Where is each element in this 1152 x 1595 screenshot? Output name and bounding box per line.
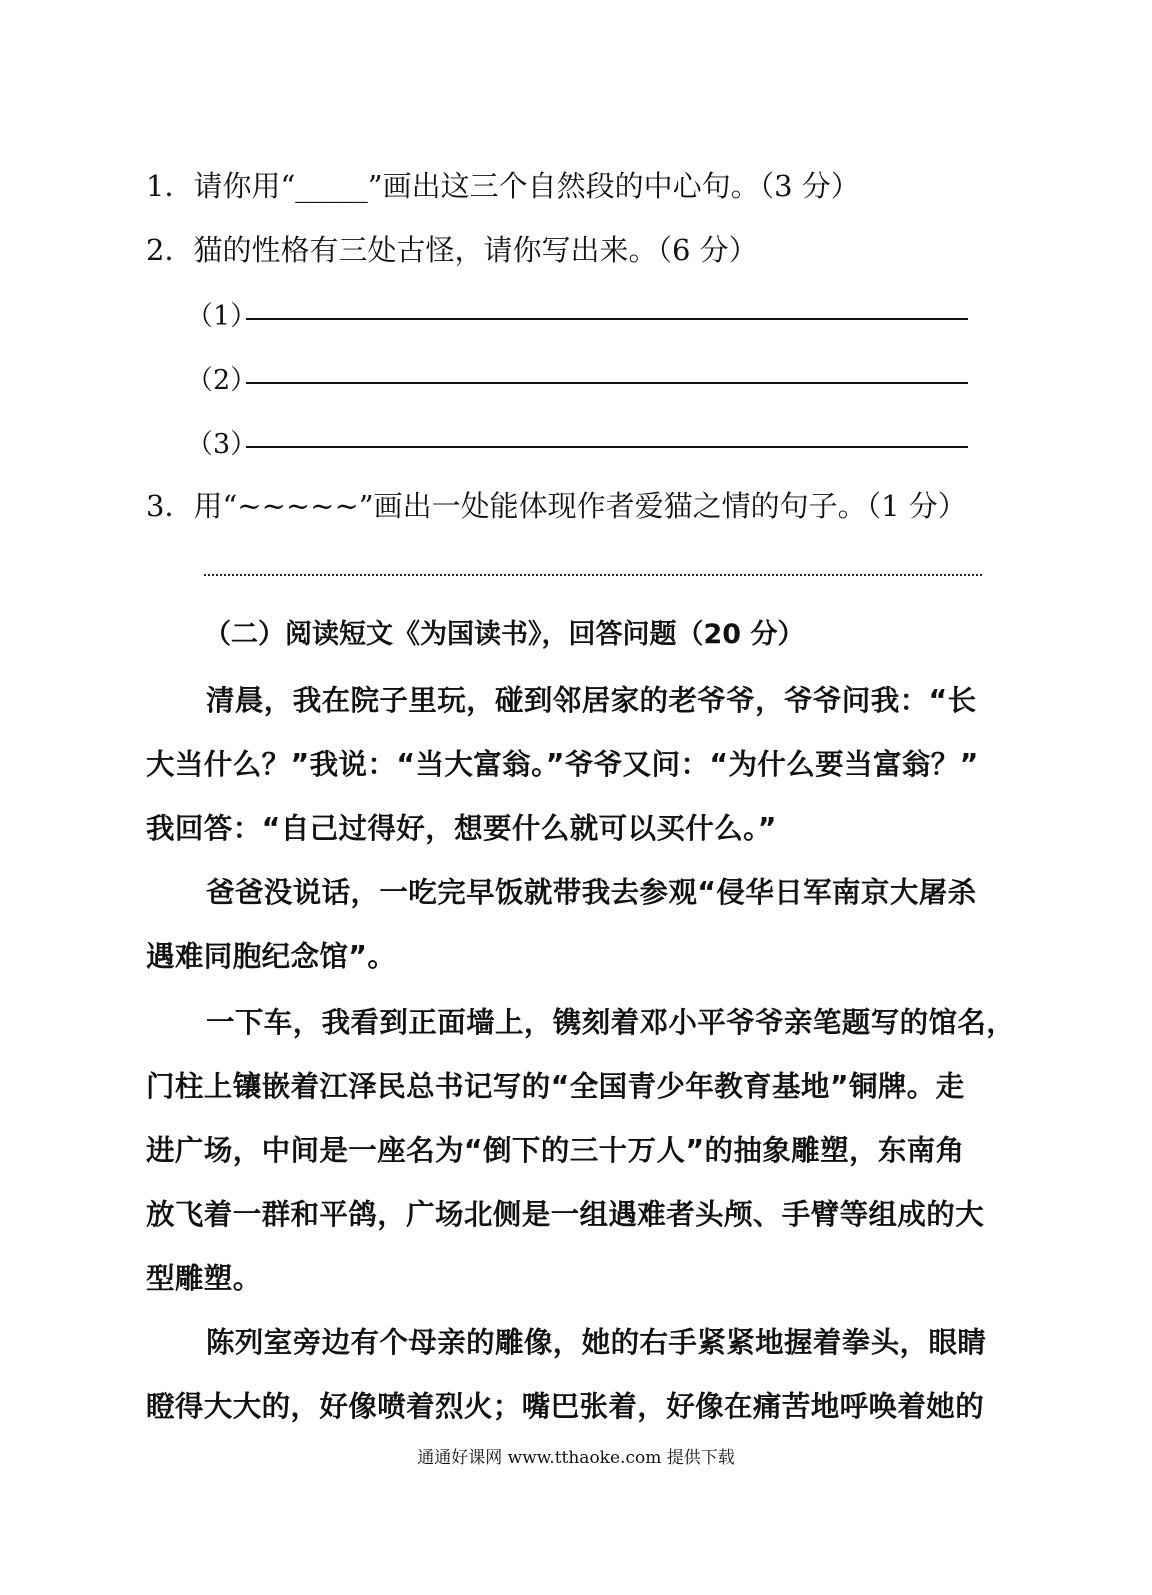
passage-line: 遇难同胞纪念馆”。 (146, 940, 397, 973)
passage-line: 我回答：“自己过得好，想要什么就可以买什么。” (146, 812, 777, 845)
passage-line: 放飞着一群和平鸽，广场北侧是一组遇难者头颅、手臂等组成的大 (146, 1198, 985, 1231)
passage-line: 瞪得大大的，好像喷着烈火；嘴巴张着，好像在痛苦地呼唤着她的 (146, 1390, 985, 1423)
answer-label-2: （2） (186, 365, 258, 396)
question-1: 1．请你用“_____”画出这三个自然段的中心句。（3 分） (146, 169, 860, 203)
section-title: （二）阅读短文《为国读书》，回答问题（20 分） (204, 619, 805, 650)
answer-line-3[interactable] (246, 446, 968, 448)
question-3: 3．用“~~~~~”画出一处能体现作者爱猫之情的句子。（1 分） (146, 489, 967, 523)
passage-line: 爸爸没说话，一吃完早饭就带我去参观“侵华日军南京大屠杀 (206, 876, 977, 909)
answer-line-q3[interactable] (204, 574, 982, 576)
answer-line-2[interactable] (246, 382, 968, 384)
answer-line-1[interactable] (246, 318, 968, 320)
passage-line: 门柱上镶嵌着江泽民总书记写的“全国青少年教育基地”铜牌。走 (146, 1070, 965, 1103)
passage-line: 大当什么？”我说：“当大富翁。”爷爷又问：“为什么要当富翁？” (146, 748, 979, 781)
footer-credit: 通通好课网 www.tthaoke.com 提供下载 (417, 1448, 735, 1468)
passage-line: 型雕塑。 (146, 1262, 262, 1295)
passage-line: 陈列室旁边有个母亲的雕像，她的右手紧紧地握着拳头，眼睛 (206, 1326, 987, 1359)
passage-line: 清晨，我在院子里玩，碰到邻居家的老爷爷，爷爷问我：“长 (206, 684, 977, 717)
passage-line: 一下车，我看到正面墙上，镌刻着邓小平爷爷亲笔题写的馆名， (206, 1006, 1016, 1039)
question-2: 2．猫的性格有三处古怪，请你写出来。（6 分） (146, 233, 758, 267)
passage-line: 进广场，中间是一座名为“倒下的三十万人”的抽象雕塑，东南角 (146, 1134, 965, 1167)
answer-label-1: （1） (186, 301, 258, 332)
answer-label-3: （3） (186, 429, 258, 460)
